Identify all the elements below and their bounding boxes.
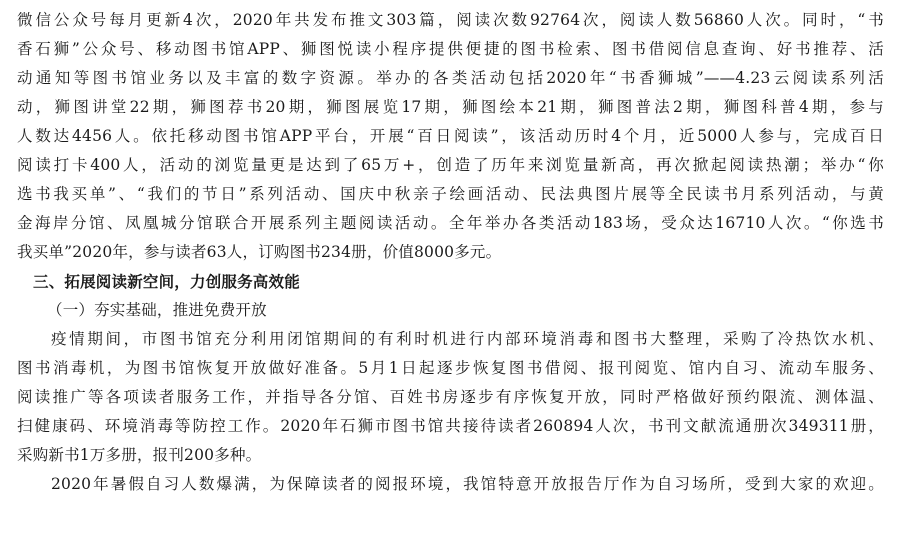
paragraph-line: 采购新书1万多册，报刊200多种。 xyxy=(17,446,262,464)
paragraph-line: 图书消毒机，为图书馆恢复开放做好准备。5月1日起逐步恢复图书借阅、报刊阅览、馆内自习、流动车服务、 xyxy=(17,359,884,377)
paragraph-line: 2020年暑假自习人数爆满，为保障读者的阅报环境，我馆特意开放报告厅作为自习场所，受到大家的欢迎。 xyxy=(51,475,884,493)
paragraph-line: 香石狮”公众号、移动图书馆APP、狮图悦读小程序提供便捷的图书检索、图书借阅信息查询、好书推荐、活 xyxy=(17,40,884,58)
paragraph-line: 疫情期间，市图书馆充分利用闭馆期间的有利时机进行内部环境消毒和图书大整理，采购了冷热饮水机、 xyxy=(51,330,884,348)
paragraph-line: 动通知等图书馆业务以及丰富的数字资源。举办的各类活动包括2020年“书香狮城”——4.23云阅读系列活 xyxy=(17,69,884,87)
paragraph-line: 微信公众号每月更新4次，2020年共发布推文303篇，阅读次数92764次，阅读人数56860人次。同时，“书 xyxy=(17,11,884,29)
paragraph-line: 阅读打卡400人，活动的浏览量更是达到了65万+，创造了历年来浏览量新高，再次掀起阅读热潮；举办“你 xyxy=(17,156,884,174)
paragraph-line: 我买单”2020年，参与读者63人，订购图书234册，价值8000多元。 xyxy=(17,243,502,261)
section-heading: 三、拓展阅读新空间，力创服务高效能 xyxy=(33,272,300,291)
paragraph-line: 金海岸分馆、凤凰城分馆联合开展系列主题阅读活动。全年举办各类活动183场，受众达16710人次。“你选书 xyxy=(17,214,884,232)
paragraph-line: 扫健康码、环境消毒等防控工作。2020年石狮市图书馆共接待读者260894人次，书刊文献流通册次349311册， xyxy=(17,417,884,435)
subsection-heading: （一）夯实基础，推进免费开放 xyxy=(47,301,267,319)
paragraph-line: 动，狮图讲堂22期，狮图荐书20期，狮图展览17期，狮图绘本21期，狮图普法2期，狮图科普4期，参与 xyxy=(17,98,884,116)
paragraph-line: 选书我买单”、“我们的节日”系列活动、国庆中秋亲子绘画活动、民法典图片展等全民读书月系列活动，与黄 xyxy=(17,185,884,203)
paragraph-line: 阅读推广等各项读者服务工作，并指导各分馆、百姓书房逐步有序恢复开放，同时严格做好预约限流、测体温、 xyxy=(17,388,884,406)
paragraph-line: 人数达4456人。依托移动图书馆APP平台，开展“百日阅读”，该活动历时4个月，近5000人参与，完成百日 xyxy=(17,127,884,145)
